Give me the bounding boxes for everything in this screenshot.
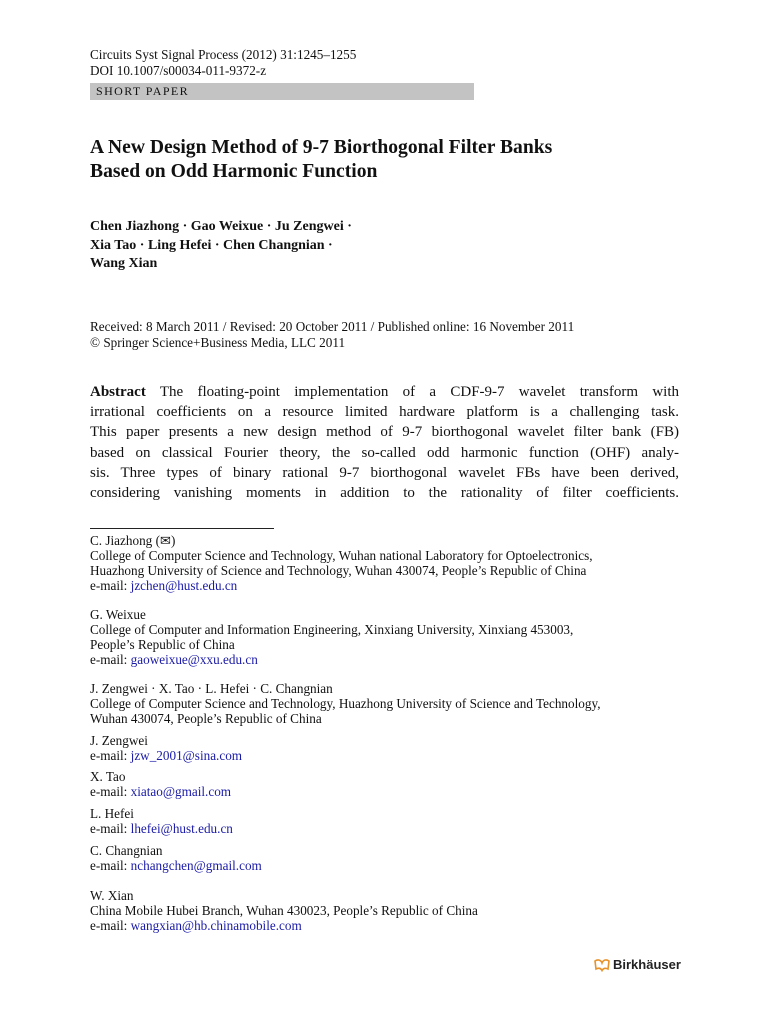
title-line: A New Design Method of 9-7 Biorthogonal Filter Banks — [90, 137, 553, 158]
doi[interactable]: DOI 10.1007/s00034-011-9372-z — [90, 63, 267, 78]
email-link[interactable]: nchangchen@gmail.com — [130, 858, 262, 874]
dates-line: Received: 8 March 2011 / Revised: 20 October 2011 / Published online: 16 November 2011 — [90, 319, 575, 334]
affiliation-line: Huazhong University of Science and Technology, Wuhan 430074, People’s Republic of China — [90, 563, 587, 579]
email-link[interactable]: gaoweixue@xxu.edu.cn — [130, 652, 258, 668]
affiliation-line: College of Computer Science and Technology, Huazhong University of Science and Technology, — [90, 696, 601, 712]
email-link[interactable]: wangxian@hb.chinamobile.com — [130, 918, 302, 934]
email-line — [90, 578, 593, 593]
affiliation-line: Wuhan 430074, People’s Republic of China — [90, 711, 322, 727]
affiliation-block — [90, 806, 233, 836]
affiliation-line: C. Jiazhong (✉) — [90, 533, 176, 548]
email-label: e-mail: — [90, 821, 131, 837]
title-line: Based on Odd Harmonic Function — [90, 161, 378, 182]
publisher-logo — [594, 957, 681, 972]
author-list — [90, 218, 352, 274]
email-line — [90, 784, 231, 799]
publisher-emblem-icon — [594, 958, 610, 972]
affiliation-line: G. Weixue — [90, 607, 146, 622]
affiliation-line: College of Computer Science and Technology, Wuhan national Laboratory for Optoelectronics, — [90, 548, 593, 564]
email-line — [90, 652, 573, 667]
article-type-banner: SHORT PAPER — [90, 83, 474, 100]
copyright-line: © Springer Science+Business Media, LLC 2011 — [90, 334, 346, 350]
affiliation-block — [90, 533, 593, 593]
abstract-line — [90, 382, 679, 402]
affiliation-line: L. Hefei — [90, 806, 134, 821]
journal-header — [90, 47, 356, 79]
affiliation-block — [90, 733, 242, 763]
email-label: e-mail: — [90, 784, 131, 800]
abstract-text: The floating-point implementation of a CDF-9-7 wavelet transform with — [159, 384, 679, 400]
email-label: e-mail: — [90, 748, 131, 764]
affiliation-line: X. Tao — [90, 769, 126, 784]
publisher-name: Birkhäuser — [613, 957, 681, 972]
email-link[interactable]: xiatao@gmail.com — [130, 784, 232, 800]
affiliation-block — [90, 843, 262, 873]
affiliation-line: J. Zengwei — [90, 733, 148, 748]
author-line: Xia Tao · Ling Hefei · Chen Changnian · — [90, 237, 333, 253]
abstract-line: based on classical Fourier theory, the so-called odd harmonic function (OHF) analy- — [90, 444, 679, 461]
abstract-line: considering vanishing moments in addition to the rationality of filter coefficients. — [90, 485, 679, 502]
email-label: e-mail: — [90, 578, 131, 594]
abstract-label: Abstract — [90, 384, 146, 400]
affiliation-line: College of Computer and Information Engineering, Xinxiang University, Xinxiang 453003, — [90, 622, 574, 638]
affiliation-line: J. Zengwei · X. Tao · L. Hefei · C. Changnian — [90, 681, 333, 696]
email-label: e-mail: — [90, 918, 131, 934]
email-link[interactable]: lhefei@hust.edu.cn — [130, 821, 233, 837]
email-line — [90, 748, 242, 763]
affiliation-line: W. Xian — [90, 888, 134, 903]
abstract-line: irrational coefficients on a resource limited hardware platform is a challenging task. — [90, 404, 679, 421]
publication-dates — [90, 319, 574, 350]
abstract-line: This paper presents a new design method of 9-7 biorthogonal wavelet filter bank (FB) — [90, 424, 679, 441]
email-link[interactable]: jzw_2001@sina.com — [130, 748, 243, 764]
author-line: Chen Jiazhong · Gao Weixue · Ju Zengwei · — [90, 219, 352, 234]
affiliation-block — [90, 769, 231, 799]
affiliation-block — [90, 888, 478, 933]
email-line — [90, 821, 233, 836]
affiliation-block — [90, 681, 601, 726]
abstract-line: sis. Three types of binary rational 9-7 biorthogonal wavelet FBs have been derived, — [90, 464, 679, 481]
email-link[interactable]: jzchen@hust.edu.cn — [130, 578, 238, 594]
journal-citation: Circuits Syst Signal Process (2012) 31:1245–1255 — [90, 47, 357, 62]
author-line: Wang Xian — [90, 256, 158, 271]
affiliation-line: C. Changnian — [90, 843, 163, 858]
email-line — [90, 918, 478, 933]
email-label: e-mail: — [90, 858, 131, 874]
email-label: e-mail: — [90, 652, 131, 668]
abstract — [90, 382, 679, 503]
affiliation-block — [90, 607, 573, 667]
affiliation-line: China Mobile Hubei Branch, Wuhan 430023, People’s Republic of China — [90, 903, 478, 919]
footnote-divider — [90, 528, 274, 529]
paper-title — [90, 136, 552, 184]
email-line — [90, 858, 262, 873]
affiliation-line: People’s Republic of China — [90, 637, 235, 653]
